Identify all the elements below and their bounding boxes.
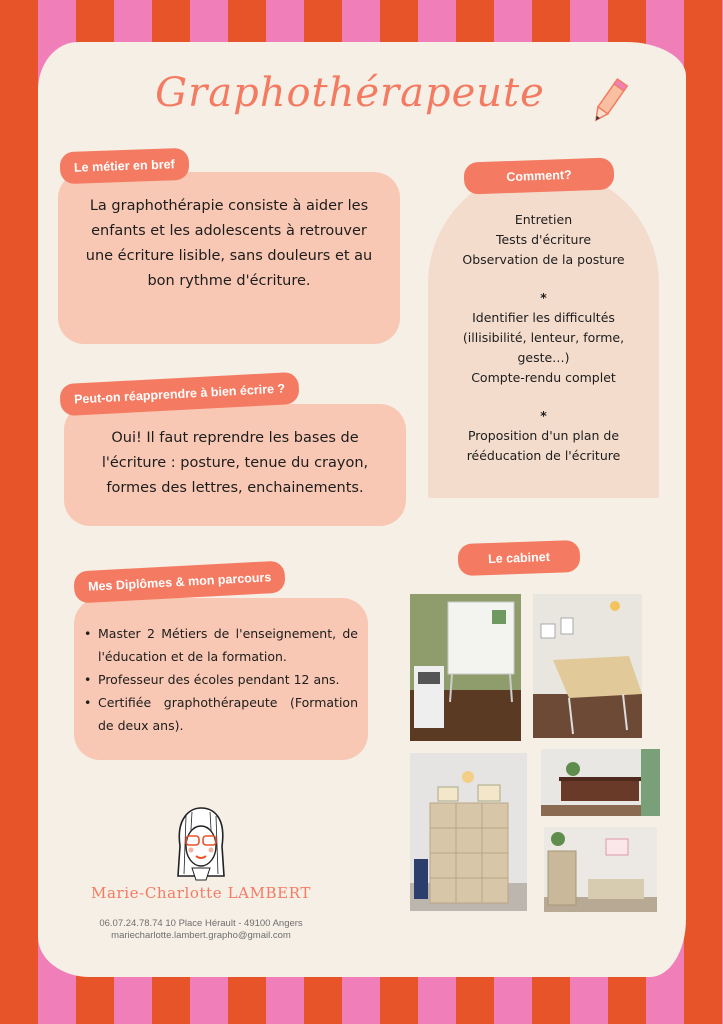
diplomes-box (74, 598, 368, 760)
comment-text (428, 210, 659, 466)
cabinet-photo (410, 753, 527, 911)
comment-line: Proposition d'un plan de (467, 428, 620, 443)
metier-tag: Le métier en bref (59, 148, 189, 184)
portrait-illustration (170, 806, 232, 882)
comment-tag: Comment? (463, 157, 614, 194)
comment-line: geste…) (517, 350, 570, 365)
reapprendre-tag: Peut-on réapprendre à bien écrire ? (59, 372, 300, 416)
comment-separator: * (540, 408, 547, 423)
reapprendre-text: Oui! Il faut reprendre les bases de l'écriture : posture, tenue du crayon, formes des lettres, enchainements. (101, 430, 369, 496)
page-title: Graphothérapeute (155, 70, 545, 116)
list-item: • Master 2 Métiers de l'enseignement, de l'éducation et de la formation. (84, 626, 358, 664)
comment-line: (illisibilité, lenteur, forme, (462, 330, 625, 345)
reapprendre-box (64, 404, 406, 526)
cabinet-photo (541, 749, 660, 816)
cabinet-photo (533, 594, 642, 738)
comment-line: Entretien (514, 212, 573, 227)
comment-line: Tests d'écriture (495, 232, 592, 247)
contact-email[interactable]: mariecharlotte.lambert.grapho@gmail.com (111, 930, 291, 941)
comment-line: rééducation de l'écriture (466, 448, 621, 463)
cabinet-tag: Le cabinet (457, 540, 580, 576)
comment-line: Observation de la posture (462, 252, 625, 267)
list-item: • Certifiée graphothérapeute (Formation de deux ans). (84, 695, 358, 733)
author-name: Marie-Charlotte LAMBERT (91, 884, 311, 902)
list-item: • Professeur des écoles pendant 12 ans. (84, 672, 340, 687)
contact-info (80, 918, 322, 942)
comment-separator: * (540, 290, 547, 305)
comment-line: Compte-rendu complet (471, 370, 616, 385)
comment-line: Identifier les difficultés (472, 310, 615, 325)
diplomes-tag: Mes Diplômes & mon parcours (73, 560, 286, 603)
cabinet-photo (544, 827, 657, 912)
contact-phone-address: 06.07.24.78.74 10 Place Hérault - 49100 Angers (99, 918, 303, 929)
metier-box (58, 172, 400, 344)
metier-text: La graphothérapie consiste à aider les enfants et les adolescents à retrouver une écriture lisible, sans douleurs et au bon rythme d'écriture. (85, 198, 373, 289)
pencil-icon (588, 78, 628, 128)
cabinet-photo (410, 594, 521, 741)
